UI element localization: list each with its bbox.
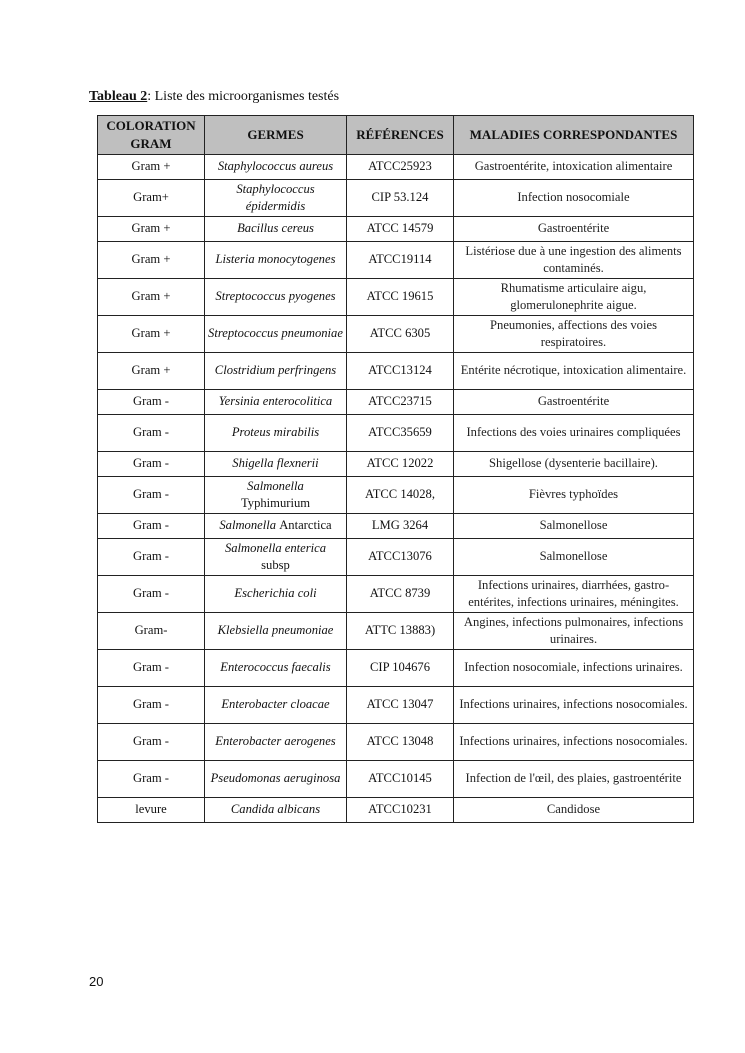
gram-cell: Gram + bbox=[98, 155, 205, 180]
table-row bbox=[98, 477, 694, 514]
gram-cell: Gram - bbox=[98, 687, 205, 724]
gram-cell: Gram+ bbox=[98, 180, 205, 217]
germ-subspecies: subsp bbox=[261, 558, 290, 572]
gram-cell: Gram + bbox=[98, 279, 205, 316]
disease-cell: Infection nosocomiale bbox=[454, 180, 694, 217]
table-row bbox=[98, 576, 694, 613]
gram-cell: Gram - bbox=[98, 390, 205, 415]
germ-cell: Yersinia enterocolitica bbox=[205, 390, 347, 415]
germ-species: Salmonella enterica bbox=[224, 540, 327, 555]
table-row bbox=[98, 155, 694, 180]
disease-cell: Pneumonies, affections des voies respiratoires. bbox=[454, 316, 694, 353]
germ-cell: Listeria monocytogenes bbox=[205, 242, 347, 279]
germ-cell: Enterococcus faecalis bbox=[205, 650, 347, 687]
gram-cell: Gram - bbox=[98, 477, 205, 514]
germ-cell: Clostridium perfringens bbox=[205, 353, 347, 390]
table-row bbox=[98, 353, 694, 390]
germ-cell: Escherichia coli bbox=[205, 576, 347, 613]
reference-cell: ATTC 13883) bbox=[347, 613, 454, 650]
gram-cell: Gram - bbox=[98, 761, 205, 798]
table-caption bbox=[89, 88, 339, 106]
germ-cell bbox=[205, 539, 347, 576]
header-references: RÉFÉRENCES bbox=[347, 116, 454, 155]
germ-cell: Enterobacter cloacae bbox=[205, 687, 347, 724]
table-row bbox=[98, 798, 694, 823]
disease-cell: Infections des voies urinaires compliquées bbox=[454, 415, 694, 452]
germ-cell: Pseudomonas aeruginosa bbox=[205, 761, 347, 798]
germ-cell: Staphylococcus aureus bbox=[205, 155, 347, 180]
table-row bbox=[98, 415, 694, 452]
reference-cell: ATCC25923 bbox=[347, 155, 454, 180]
reference-cell: ATCC35659 bbox=[347, 415, 454, 452]
gram-cell: Gram - bbox=[98, 724, 205, 761]
gram-cell: Gram + bbox=[98, 353, 205, 390]
reference-cell: ATCC10145 bbox=[347, 761, 454, 798]
reference-cell: ATCC13076 bbox=[347, 539, 454, 576]
table-row bbox=[98, 316, 694, 353]
table-row bbox=[98, 724, 694, 761]
germ-cell: Proteus mirabilis bbox=[205, 415, 347, 452]
gram-cell: Gram + bbox=[98, 217, 205, 242]
disease-cell: Infections urinaires, infections nosocomiales. bbox=[454, 724, 694, 761]
microorganism-table bbox=[97, 115, 694, 823]
disease-cell: Candidose bbox=[454, 798, 694, 823]
reference-cell: ATCC23715 bbox=[347, 390, 454, 415]
germ-cell: Streptococcus pyogenes bbox=[205, 279, 347, 316]
caption-label: Tableau 2 bbox=[89, 89, 148, 104]
reference-cell: CIP 53.124 bbox=[347, 180, 454, 217]
gram-cell: Gram - bbox=[98, 415, 205, 452]
disease-cell: Infection nosocomiale, infections urinaires. bbox=[454, 650, 694, 687]
header-germes: GERMES bbox=[205, 116, 347, 155]
germ-cell: Staphylococcus épidermidis bbox=[205, 180, 347, 217]
gram-cell: Gram - bbox=[98, 650, 205, 687]
table-row bbox=[98, 180, 694, 217]
gram-cell: levure bbox=[98, 798, 205, 823]
germ-serovar: Typhimurium bbox=[240, 496, 311, 510]
gram-cell: Gram - bbox=[98, 514, 205, 539]
table-row bbox=[98, 452, 694, 477]
disease-cell: Shigellose (dysenterie bacillaire). bbox=[454, 452, 694, 477]
gram-cell: Gram - bbox=[98, 452, 205, 477]
table-row bbox=[98, 539, 694, 576]
germ-cell: Candida albicans bbox=[205, 798, 347, 823]
gram-cell: Gram- bbox=[98, 613, 205, 650]
disease-cell: Salmonellose bbox=[454, 514, 694, 539]
germ-cell bbox=[205, 477, 347, 514]
germ-cell: Shigella flexnerii bbox=[205, 452, 347, 477]
reference-cell: ATCC19114 bbox=[347, 242, 454, 279]
germ-genus: Salmonella bbox=[247, 478, 304, 493]
reference-cell: LMG 3264 bbox=[347, 514, 454, 539]
reference-cell: ATCC 14579 bbox=[347, 217, 454, 242]
germ-serovar: Antarctica bbox=[279, 518, 332, 533]
gram-cell: Gram - bbox=[98, 576, 205, 613]
table-row bbox=[98, 390, 694, 415]
table-row bbox=[98, 613, 694, 650]
germ-cell bbox=[205, 514, 347, 539]
table-row bbox=[98, 650, 694, 687]
disease-cell: Infections urinaires, infections nosocomiales. bbox=[454, 687, 694, 724]
header-coloration-gram: COLORATION GRAM bbox=[98, 116, 205, 155]
disease-cell: Fièvres typhoïdes bbox=[454, 477, 694, 514]
caption-text: : Liste des microorganismes testés bbox=[147, 89, 340, 104]
disease-cell: Entérite nécrotique, intoxication alimentaire. bbox=[454, 353, 694, 390]
disease-cell: Rhumatisme articulaire aigu, glomerulonephrite aigue. bbox=[454, 279, 694, 316]
table-header-row bbox=[98, 116, 694, 155]
gram-cell: Gram - bbox=[98, 539, 205, 576]
reference-cell: ATCC 6305 bbox=[347, 316, 454, 353]
reference-cell: ATCC 13047 bbox=[347, 687, 454, 724]
disease-cell: Gastroentérite, intoxication alimentaire bbox=[454, 155, 694, 180]
reference-cell: ATCC10231 bbox=[347, 798, 454, 823]
table-row bbox=[98, 242, 694, 279]
reference-cell: ATCC 19615 bbox=[347, 279, 454, 316]
disease-cell: Gastroentérite bbox=[454, 217, 694, 242]
disease-cell: Listériose due à une ingestion des aliments contaminés. bbox=[454, 242, 694, 279]
header-maladies: MALADIES CORRESPONDANTES bbox=[454, 116, 694, 155]
disease-cell: Infection de l'œil, des plaies, gastroentérite bbox=[454, 761, 694, 798]
germ-cell: Klebsiella pneumoniae bbox=[205, 613, 347, 650]
table-row bbox=[98, 217, 694, 242]
reference-cell: ATCC 13048 bbox=[347, 724, 454, 761]
disease-cell: Angines, infections pulmonaires, infections urinaires. bbox=[454, 613, 694, 650]
disease-cell: Gastroentérite bbox=[454, 390, 694, 415]
reference-cell: ATCC13124 bbox=[347, 353, 454, 390]
table-row bbox=[98, 514, 694, 539]
disease-cell: Salmonellose bbox=[454, 539, 694, 576]
table-row bbox=[98, 761, 694, 798]
germ-cell: Enterobacter aerogenes bbox=[205, 724, 347, 761]
reference-cell: CIP 104676 bbox=[347, 650, 454, 687]
table-row bbox=[98, 279, 694, 316]
germ-cell: Bacillus cereus bbox=[205, 217, 347, 242]
gram-cell: Gram + bbox=[98, 242, 205, 279]
table-row bbox=[98, 687, 694, 724]
gram-cell: Gram + bbox=[98, 316, 205, 353]
reference-cell: ATCC 14028, bbox=[347, 477, 454, 514]
reference-cell: ATCC 12022 bbox=[347, 452, 454, 477]
germ-genus: Salmonella bbox=[219, 518, 277, 533]
germ-cell: Streptococcus pneumoniae bbox=[205, 316, 347, 353]
page-number: 20 bbox=[89, 974, 104, 989]
disease-cell: Infections urinaires, diarrhées, gastro-entérites, infections urinaires, méningites. bbox=[454, 576, 694, 613]
reference-cell: ATCC 8739 bbox=[347, 576, 454, 613]
